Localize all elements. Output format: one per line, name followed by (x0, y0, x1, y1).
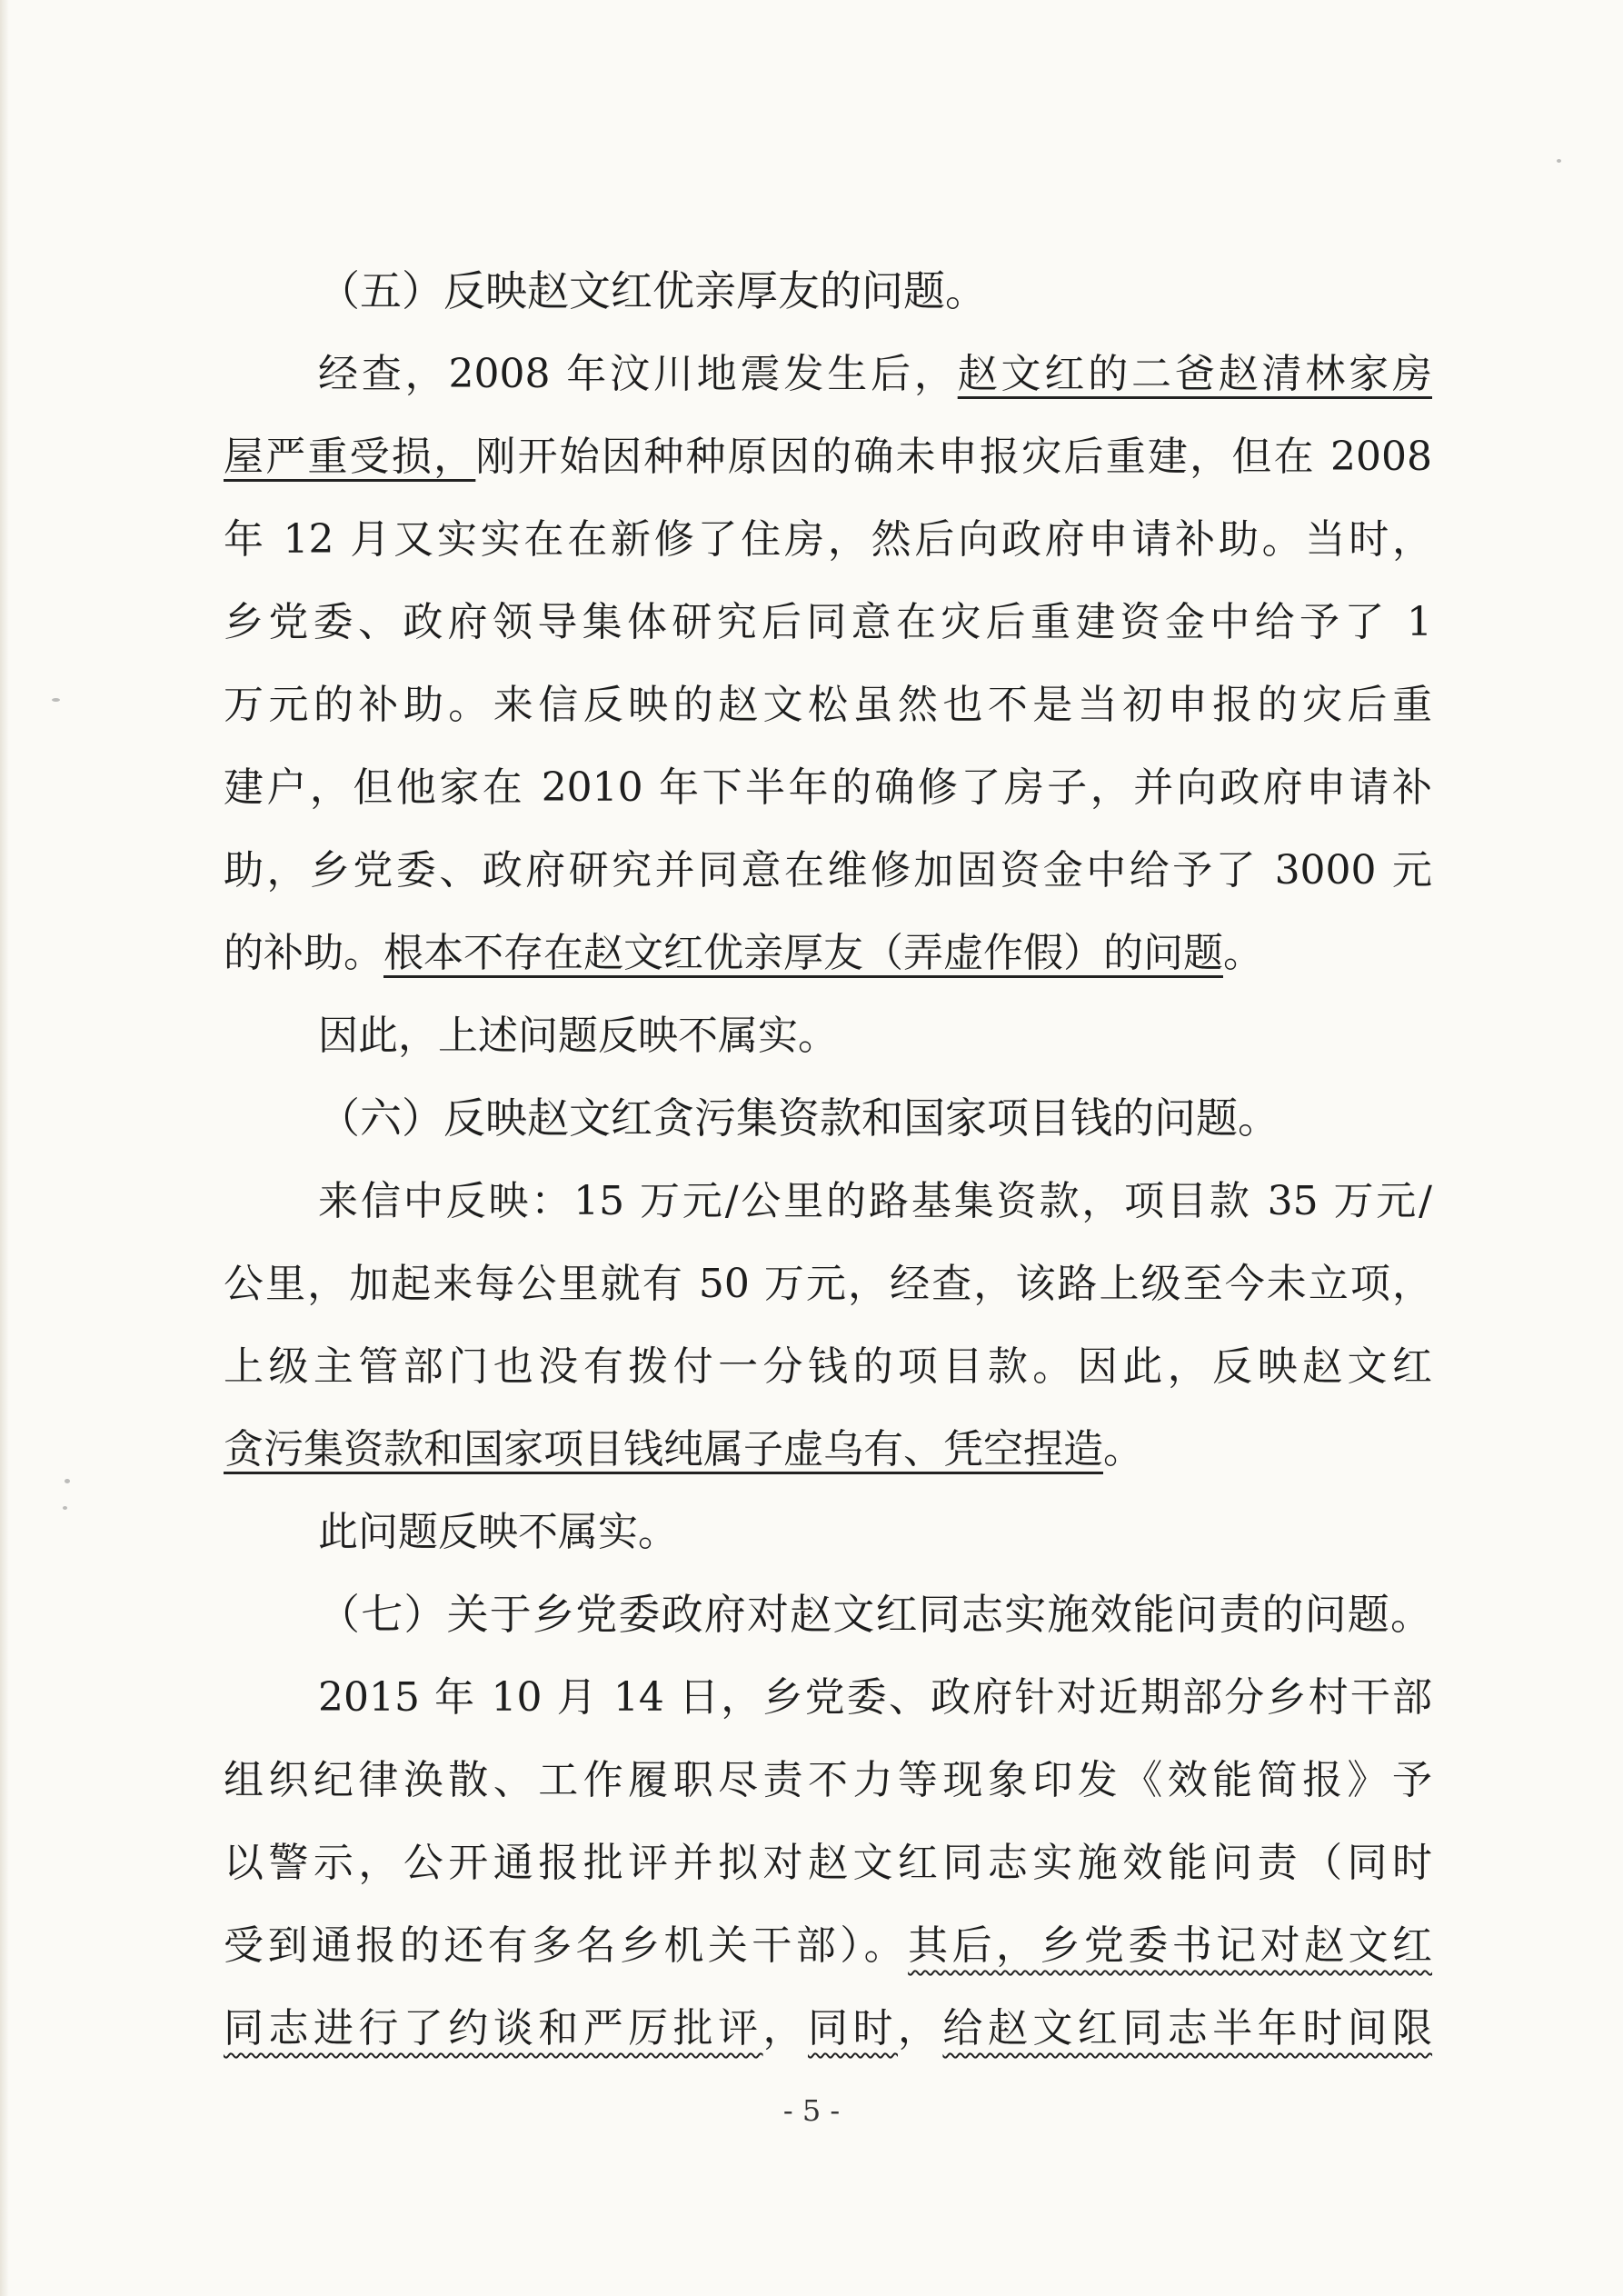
paragraph-line: 万元的补助。来信反映的赵文松虽然也不是当初申报的灾后重 (224, 682, 1432, 728)
handwritten-underlined-text: 屋严重受损， (224, 434, 476, 480)
paragraph-line (224, 415, 1432, 498)
document-body (224, 250, 1432, 2070)
paragraph-line: 2015 年 10 月 14 日，乡党委、政府针对近期部分乡村干部 (318, 1674, 1432, 1721)
paragraph-line: 助，乡党委、政府研究并同意在维修加固资金中给予了 3000 元 (224, 847, 1432, 893)
scan-speck (65, 1479, 70, 1483)
handwritten-underlined-text: 给赵文红同志半年时间限 (942, 2005, 1433, 2051)
text-segment: ， (897, 2005, 943, 2051)
handwritten-underlined-text: 赵文红的二爸赵清林家房 (957, 351, 1432, 397)
paragraph-line: 来信中反映：15 万元/公里的路基集资款，项目款 35 万元/ (318, 1178, 1432, 1224)
paragraph-line: 乡党委、政府领导集体研究后同意在灾后重建资金中给予了 1 (224, 599, 1432, 645)
page-number: - 5 - (782, 2093, 841, 2128)
handwritten-underlined-text: 根本不存在赵文红优亲厚友（弄虚作假）的问题 (383, 930, 1223, 976)
paragraph-line (224, 1987, 1432, 2070)
text-segment: 。 (1103, 1426, 1143, 1472)
section-heading-5: （五）反映赵文红优亲厚友的问题。 (318, 266, 987, 315)
text-segment: 经查，2008 年汶川地震发生后， (318, 351, 958, 397)
paragraph-line: 以警示，公开通报批评并拟对赵文红同志实施效能问责（同时 (224, 1840, 1432, 1886)
paragraph-line: 组织纪律涣散、工作履职尽责不力等现象印发《效能简报》予 (224, 1757, 1432, 1803)
scan-speck (63, 1506, 67, 1510)
handwritten-underlined-text: 同时 (808, 2005, 898, 2051)
paragraph-line (224, 912, 1432, 994)
scan-edge-shadow (0, 0, 9, 2296)
text-segment: 刚开始因种种原因的确未申报灾后重建，但在 2008 (475, 434, 1432, 480)
section-conclusion-6: 此问题反映不属实。 (318, 1509, 678, 1555)
scan-speck (1557, 159, 1561, 163)
paragraph-line (224, 333, 1432, 415)
text-segment: 受到通报的还有多名乡机关干部）。 (224, 1922, 909, 1969)
paragraph-line: 年 12 月又实实在在新修了住房，然后向政府申请补助。当时， (224, 516, 1432, 563)
paragraph-line: 上级主管部门也没有拨付一分钱的项目款。因此，反映赵文红 (224, 1343, 1432, 1390)
text-segment: 。 (1223, 930, 1263, 976)
handwritten-underlined-text: 其后，乡党委书记对赵文红 (908, 1922, 1433, 1969)
paragraph-line (224, 1904, 1432, 1987)
scan-speck (52, 698, 60, 702)
handwritten-underlined-text: 贪污集资款和国家项目钱纯属子虚乌有、凭空捏造 (224, 1426, 1103, 1472)
paragraph-line (224, 1408, 1432, 1491)
section-heading-7: （七）关于乡党委政府对赵文红同志实施效能问责的问题。 (318, 1590, 1432, 1639)
handwritten-underlined-text: 同志进行了约谈和严厉批评 (224, 2005, 763, 2051)
text-segment: ， (762, 2005, 809, 2051)
paragraph-line: 公里，加起来每公里就有 50 万元，经查，该路上级至今未立项， (224, 1261, 1432, 1307)
section-conclusion-5: 因此，上述问题反映不属实。 (318, 1013, 838, 1059)
text-segment: 的补助。 (224, 930, 383, 976)
section-heading-6: （六）反映赵文红贪污集资款和国家项目钱的问题。 (318, 1093, 1279, 1143)
paragraph-line: 建户，但他家在 2010 年下半年的确修了房子，并向政府申请补 (224, 764, 1432, 811)
